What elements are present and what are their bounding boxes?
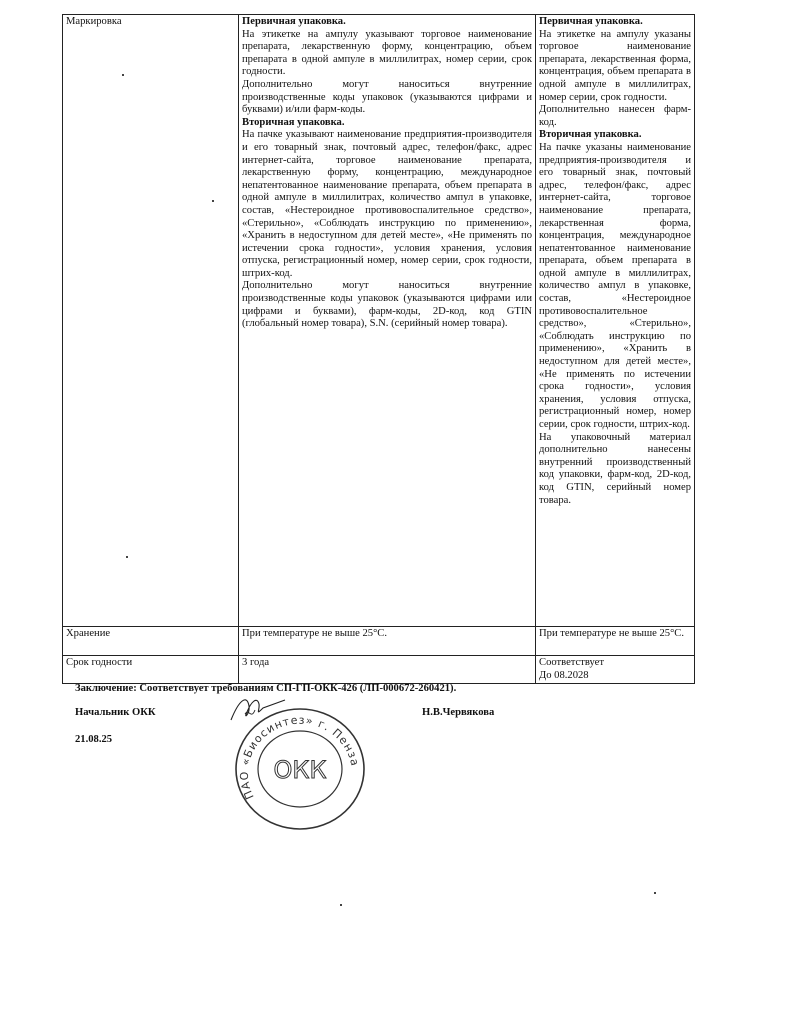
primary-packaging-heading: Первичная упаковка.: [539, 16, 643, 27]
row-label-storage: Хранение: [63, 627, 239, 656]
row-label-shelf-life: Срок годности: [63, 656, 239, 684]
row-label-marking: Маркировка: [63, 15, 239, 627]
secondary-packaging-extra: Дополнительно могут наноситься внутренние производственные коды упаковок (указываются цифрами или цифрами и буквами), фарм-коды, 2D-код, код GTIN (глобальный номер товара), S.N. (серийный номер товара).: [242, 280, 532, 330]
primary-packaging-text: На этикетке на ампулу указаны торговое наименование препарата, лекарственная форма, концентрация, объем препарата в одной ампуле в миллилитрах, номер серии, срок годности.: [539, 28, 691, 103]
signer-name: Н.В.Червякова: [422, 707, 495, 718]
secondary-packaging-extra: На упаковочный материал дополнительно нанесены внутренний производственный код упаковки, фарм-код, 2D-код, код GTIN, серийный номер товара.: [539, 431, 691, 506]
shelf-life-result-cell: [536, 656, 695, 684]
secondary-packaging-text: На пачке указаны наименование предприятия-производителя и его товарный знак, почтовый адрес, телефон/факс, адрес интернет-сайта, торговое наименование препарата, лекарственная форма, концентрация, международное непатентованное наименование препарата, объем препарата в одной ампуле в миллилитрах, количество ампул в упаковке, состав, «Нестероидное противовоспалительное средство», «Стерильно», «Соблюдать инструкцию по применению», «Хранить в недоступном для детей месте», «Не применять по истечении срока годности», условия хранения, условия отпуска, регистрационный номер, номер серии, срок годности, штрих-код.: [539, 141, 691, 430]
shelf-life-result-line2: До 08.2028: [539, 669, 589, 681]
scan-speck: [654, 892, 656, 894]
table-row-shelf-life: [63, 656, 695, 684]
stamp-center-text: ОКК: [273, 756, 327, 784]
secondary-packaging-text: На пачке указывают наименование предприятия-производителя и его товарный знак, почтовый адрес, телефон/факс, адрес интернет-сайта, торговое наименование препарата, лекарственную форму, концентрацию, международное непатентованное наименование препарата, объем препарата в одной ампуле в миллилитрах, количество ампул в упаковке, состав, «Нестероидное противовоспалительное средство», «Стерильно», «Соблюдать инструкцию по применению», «Хранить в недоступном для детей месте», «Не применять по истечении срока годности», условия хранения, условия отпуска, регистрационный номер, номер серии, срок годности, штрих-код.: [242, 129, 532, 279]
spec-table: [62, 14, 695, 684]
conclusion-text: Заключение: Соответствует требованиям СП-ГП-ОКК-426 (ЛП-000672-260421).: [75, 683, 457, 694]
primary-packaging-text: На этикетке на ампулу указывают торговое наименование препарата, лекарственную форму, концентрацию, объем препарата в одной ампуле в миллилитрах, номер серии, срок годности.: [242, 28, 532, 78]
scan-speck: [212, 200, 214, 202]
scan-speck: [126, 556, 128, 558]
scan-speck: [340, 904, 342, 906]
signer-role: Начальник ОКК: [75, 707, 156, 718]
primary-packaging-extra: Дополнительно могут наноситься внутренние производственные коды упаковок (указываются цифрами и буквами) и/или фарм-коды.: [242, 78, 532, 116]
table-row-marking: [63, 15, 695, 627]
marking-result-cell: [536, 15, 695, 627]
marking-requirement-cell: [239, 15, 536, 627]
scan-speck: [122, 74, 124, 76]
shelf-life-result-line1: Соответствует: [539, 657, 605, 668]
stamp-ring-text: ПАО «Биосинтез» г. Пенза: [237, 713, 362, 802]
storage-requirement-cell: При температуре не выше 25°C.: [239, 627, 536, 656]
handwritten-signature: [225, 690, 315, 730]
signature-date: 21.08.25: [75, 734, 113, 745]
shelf-life-requirement-cell: 3 года: [239, 656, 536, 684]
table-row-storage: [63, 627, 695, 656]
secondary-packaging-heading: Вторичная упаковка.: [539, 129, 642, 141]
primary-packaging-extra: Дополнительно нанесен фарм-код.: [539, 104, 691, 128]
storage-result-cell: При температуре не выше 25°C.: [536, 627, 695, 656]
secondary-packaging-heading: Вторичная упаковка.: [242, 116, 345, 128]
primary-packaging-heading: Первичная упаковка.: [242, 16, 346, 27]
